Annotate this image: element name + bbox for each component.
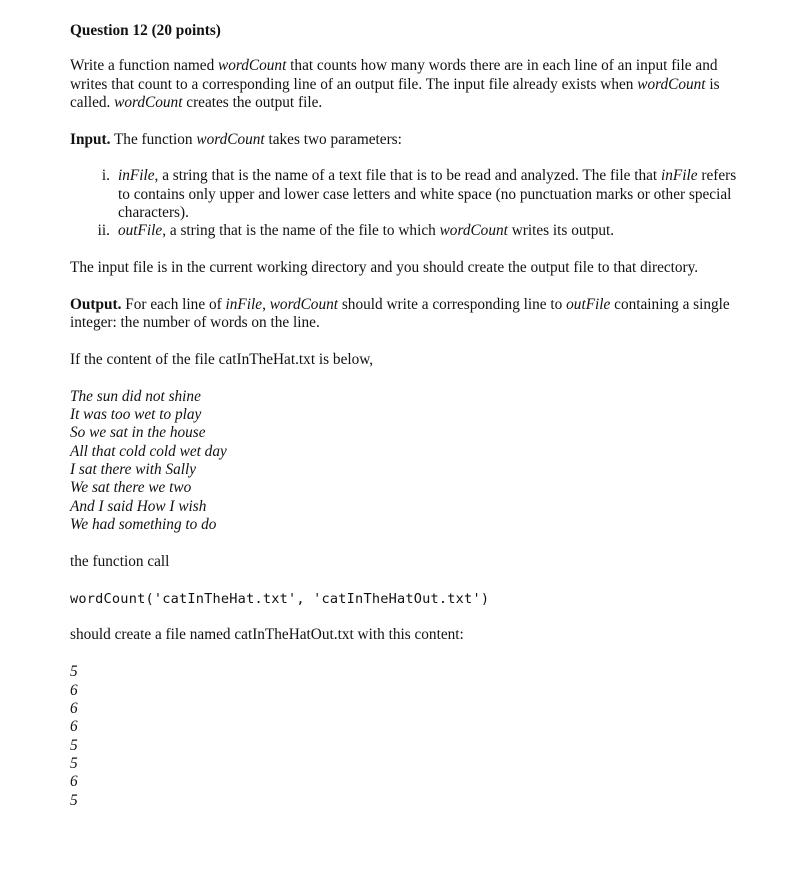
output-paragraph (70, 296, 750, 333)
output-line: 5 (70, 791, 78, 809)
output-text: , (262, 295, 270, 313)
poem-line: And I said How I wish (70, 497, 207, 515)
poem-line: All that cold cold wet day (70, 442, 227, 460)
function-name: wordCount (269, 295, 339, 313)
output-line: 6 (70, 773, 78, 791)
output-text: containing a single integer: the number of words on the line. (70, 295, 730, 332)
poem-line: It was too wet to play (70, 406, 202, 424)
output-block (70, 663, 750, 810)
code-line: wordCount('catInTheHat.txt', 'catInTheHatOut.txt') (70, 590, 490, 607)
output-text: should write a corresponding line to (338, 295, 567, 313)
input-label: Input. (70, 130, 111, 148)
parameter-name: inFile (118, 167, 155, 185)
parameter-name: outFile (566, 295, 611, 313)
intro-paragraph (70, 57, 750, 112)
intro-text: Write a function named (70, 57, 219, 75)
intro-text: is called. (70, 75, 720, 111)
output-line: 5 (70, 736, 78, 754)
output-line: 6 (70, 681, 78, 699)
parameter-item (70, 167, 750, 222)
output-label: Output. (70, 295, 122, 313)
function-name: wordCount (439, 222, 508, 240)
parameter-name: inFile (661, 167, 698, 185)
intro-text: creates the output file. (182, 93, 323, 111)
output-line: 5 (70, 755, 78, 773)
intro-text: that counts how many words there are in each line of an input file and writes that count to a corresponding line of an output file. The input file already exists when (70, 57, 718, 93)
list-number: ii. (97, 222, 110, 240)
parameter-text: , a string that is the name of the file to which (162, 222, 440, 240)
input-paragraph (70, 131, 750, 149)
output-line: 5 (70, 663, 78, 681)
call-intro: the function call (70, 552, 170, 570)
function-name: wordCount (114, 93, 183, 111)
poem-block (70, 388, 750, 534)
poem-line: The sun did not shine (70, 387, 201, 405)
question-title: Question 12 (20 points) (70, 22, 221, 39)
input-text: takes two parameters: (264, 130, 402, 148)
input-text: The function (110, 130, 197, 148)
function-name: wordCount (218, 57, 287, 75)
parameter-name: outFile (118, 222, 163, 240)
list-number: i. (101, 167, 110, 185)
function-name: wordCount (196, 130, 265, 148)
parameter-name: inFile (225, 295, 263, 313)
parameter-text: , a string that is the name of a text file that is to be read and analyzed. The file that (154, 167, 662, 185)
parameter-text: refers to contains only upper and lower case letters and white space (no punctuation marks or other special characters). (118, 167, 737, 222)
poem-line: I sat there with Sally (70, 461, 197, 479)
parameter-text: writes its output. (507, 222, 615, 240)
function-name: wordCount (637, 75, 706, 93)
parameter-list (70, 167, 750, 240)
document-page (70, 22, 750, 810)
directory-note: The input file is in the current working directory and you should create the output file to that directory. (70, 259, 699, 277)
output-line: 6 (70, 718, 78, 736)
output-line: 6 (70, 699, 78, 717)
example-intro: If the content of the file catInTheHat.txt is below, (70, 351, 374, 369)
parameter-item (70, 222, 750, 240)
poem-line: So we sat in the house (70, 424, 206, 442)
output-text: For each line of (121, 295, 226, 313)
poem-line: We sat there we two (70, 479, 192, 497)
result-intro: should create a file named catInTheHatOut.txt with this content: (70, 626, 464, 644)
poem-line: We had something to do (70, 515, 217, 533)
